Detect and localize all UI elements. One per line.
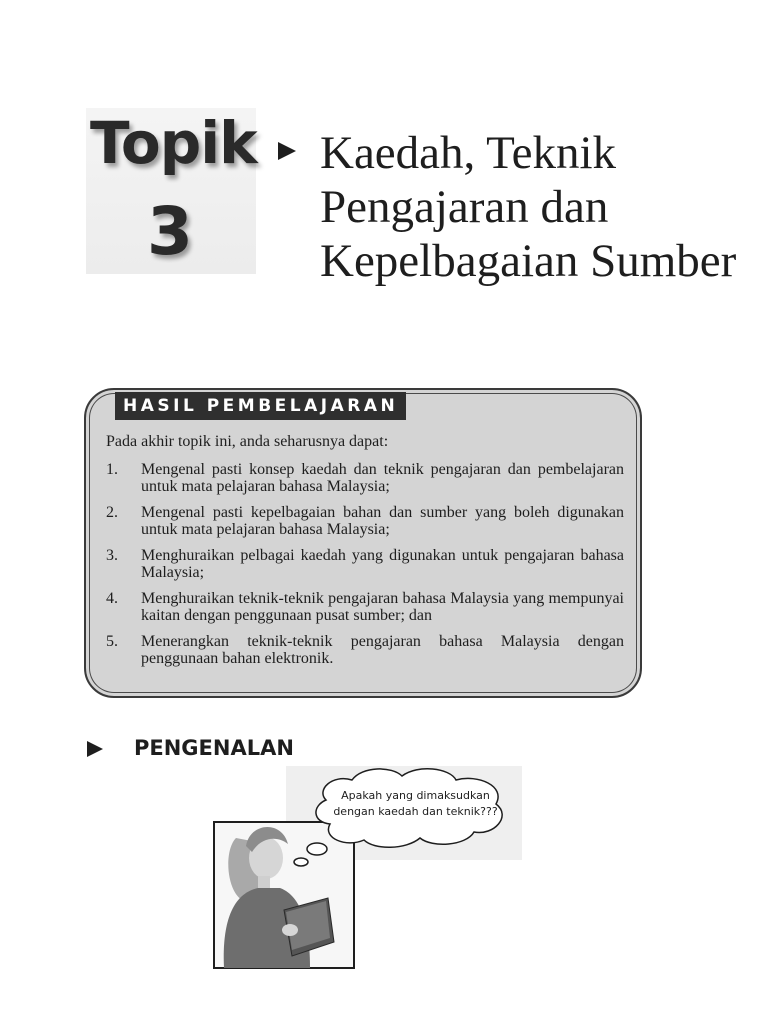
list-item-number: 4.	[106, 590, 118, 607]
list-item	[106, 590, 624, 624]
learning-outcomes-list	[106, 461, 624, 676]
triangle-right-icon	[86, 740, 104, 758]
learning-outcomes-intro: Pada akhir topik ini, anda seharusnya dapat:	[106, 433, 389, 450]
list-item-number: 3.	[106, 547, 118, 564]
topic-label: Topik	[90, 109, 257, 177]
list-item-text: Menghuraikan teknik-teknik pengajaran bahasa Malaysia yang mempunyai kaitan dengan penggunaan pusat sumber; dan	[141, 590, 624, 624]
list-item-number: 2.	[106, 504, 118, 521]
list-item-text: Mengenal pasti konsep kaedah dan teknik pengajaran dan pembelajaran untuk mata pelajaran bahasa Malaysia;	[141, 461, 624, 495]
triangle-right-icon	[276, 140, 298, 162]
learning-outcomes-heading: HASIL PEMBELAJARAN	[115, 392, 406, 420]
list-item	[106, 633, 624, 667]
list-item-number: 5.	[106, 633, 118, 650]
list-item-number: 1.	[106, 461, 118, 478]
topic-number: 3	[147, 193, 193, 270]
list-item-text: Menghuraikan pelbagai kaedah yang digunakan untuk pengajaran bahasa Malaysia;	[141, 547, 624, 581]
list-item	[106, 547, 624, 581]
list-item-text: Menerangkan teknik-teknik pengajaran bahasa Malaysia dengan penggunaan bahan elektronik.	[141, 633, 624, 667]
list-item	[106, 461, 624, 495]
list-item-text: Mengenal pasti kepelbagaian bahan dan sumber yang boleh digunakan untuk mata pelajaran bahasa Malaysia;	[141, 504, 624, 538]
topic-title: Kaedah, Teknik Pengajaran dan Kepelbagaian Sumber	[320, 127, 737, 287]
speech-bubble-text: Apakah yang dimaksudkan dengan kaedah dan teknik???	[333, 789, 498, 818]
list-item	[106, 504, 624, 538]
section-heading: PENGENALAN	[134, 736, 294, 760]
